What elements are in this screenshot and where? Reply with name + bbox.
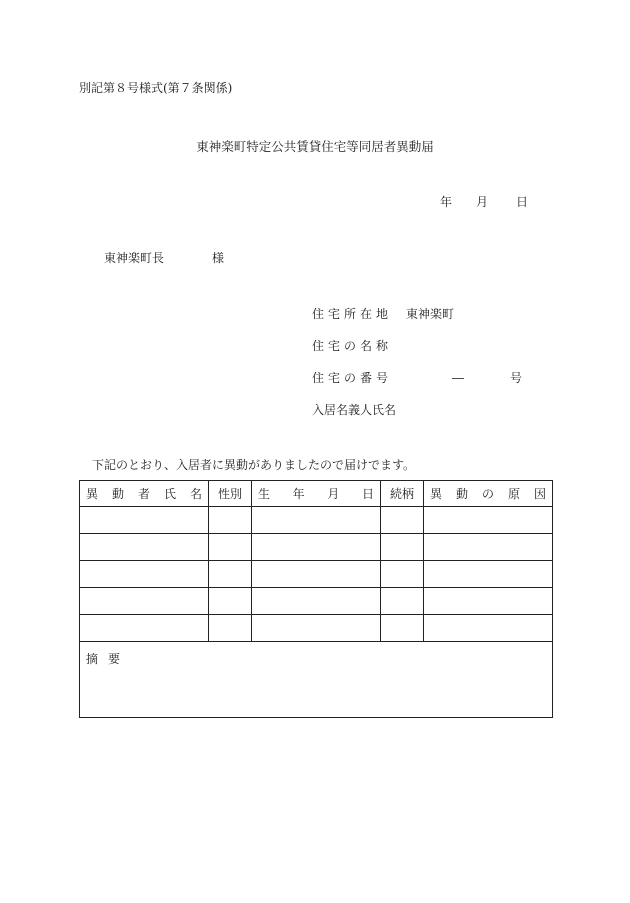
reason-cell[interactable]: [424, 534, 553, 561]
header-relationship: 続柄: [381, 481, 424, 507]
table-row: [80, 507, 553, 534]
table-row: [80, 588, 553, 615]
header-char: 日: [361, 487, 374, 501]
header-4-chars: [424, 485, 552, 502]
gender-cell[interactable]: [209, 615, 252, 642]
header-char: 氏: [163, 487, 176, 501]
field-housing-name: [312, 337, 406, 354]
changed-person-name-cell[interactable]: [80, 507, 209, 534]
gender-cell[interactable]: [209, 561, 252, 588]
date-day-label: 日: [516, 195, 529, 209]
header-char: 者: [137, 487, 150, 501]
intro-text: 下記のとおり、入居者に異動がありましたので届けでます。: [92, 458, 416, 472]
birthdate-cell[interactable]: [252, 507, 381, 534]
changed-person-name-cell[interactable]: [80, 534, 209, 561]
header-reason: [424, 481, 553, 507]
header-char: 動: [455, 487, 468, 501]
reason-cell[interactable]: [424, 561, 553, 588]
birthdate-cell[interactable]: [252, 561, 381, 588]
field-housing-number-label: 住宅の番号: [312, 371, 393, 385]
birthdate-cell[interactable]: [252, 534, 381, 561]
table-header-row: [80, 481, 553, 507]
header-char: 因: [533, 487, 546, 501]
field-housing-number: [312, 369, 522, 386]
addressee: [104, 249, 224, 266]
relationship-cell[interactable]: [381, 507, 424, 534]
header-char: 原: [507, 487, 520, 501]
change-table: [79, 480, 553, 642]
header-char: 名: [189, 487, 202, 501]
table-row: [80, 534, 553, 561]
summary-box[interactable]: [79, 641, 553, 718]
changed-person-name-cell[interactable]: [80, 588, 209, 615]
relationship-cell[interactable]: [381, 534, 424, 561]
reason-cell[interactable]: [424, 588, 553, 615]
relationship-cell[interactable]: [381, 588, 424, 615]
document-title: 東神楽町特定公共賃貸住宅等同居者異動届: [196, 139, 434, 154]
gender-cell[interactable]: [209, 534, 252, 561]
field-housing-number-suffix: 号: [510, 371, 523, 385]
gender-cell[interactable]: [209, 507, 252, 534]
addressee-name: 東神楽町長: [104, 251, 165, 265]
header-changed-person: [80, 481, 209, 507]
header-char: 異: [430, 487, 443, 501]
header-char: 動: [111, 487, 124, 501]
changed-person-name-cell[interactable]: [80, 615, 209, 642]
field-tenant-name-label: 入居名義人氏名: [312, 403, 397, 417]
header-char: の: [481, 487, 494, 501]
table-row: [80, 561, 553, 588]
header-2-chars: [252, 485, 380, 502]
header-char: 年: [292, 487, 305, 501]
gender-cell[interactable]: [209, 588, 252, 615]
field-housing-name-label: 住宅の名称: [312, 339, 393, 353]
header-char: 月: [327, 487, 340, 501]
field-address-value[interactable]: 東神楽町: [406, 307, 455, 321]
birthdate-cell[interactable]: [252, 588, 381, 615]
header-char: 生: [258, 487, 271, 501]
date-month-label: 月: [476, 195, 489, 209]
header-birthdate: [252, 481, 381, 507]
reason-cell[interactable]: [424, 615, 553, 642]
form-reference: 別記第８号様式(第７条関係): [79, 81, 233, 95]
header-gender: 性別: [209, 481, 252, 507]
header-char: 異: [86, 487, 99, 501]
field-tenant-name: [312, 401, 406, 418]
summary-label: 摘要: [86, 652, 131, 666]
header-0-chars: [80, 485, 208, 502]
birthdate-cell[interactable]: [252, 615, 381, 642]
field-housing-number-dash: ―: [452, 371, 464, 385]
addressee-honorific: 様: [212, 251, 225, 265]
relationship-cell[interactable]: [381, 561, 424, 588]
field-address-label: 住宅所在地: [312, 307, 393, 321]
reason-cell[interactable]: [424, 507, 553, 534]
date-year-label: 年: [440, 195, 453, 209]
date-line: [440, 193, 528, 210]
relationship-cell[interactable]: [381, 615, 424, 642]
table-row: [80, 615, 553, 642]
changed-person-name-cell[interactable]: [80, 561, 209, 588]
field-address: [312, 305, 454, 322]
